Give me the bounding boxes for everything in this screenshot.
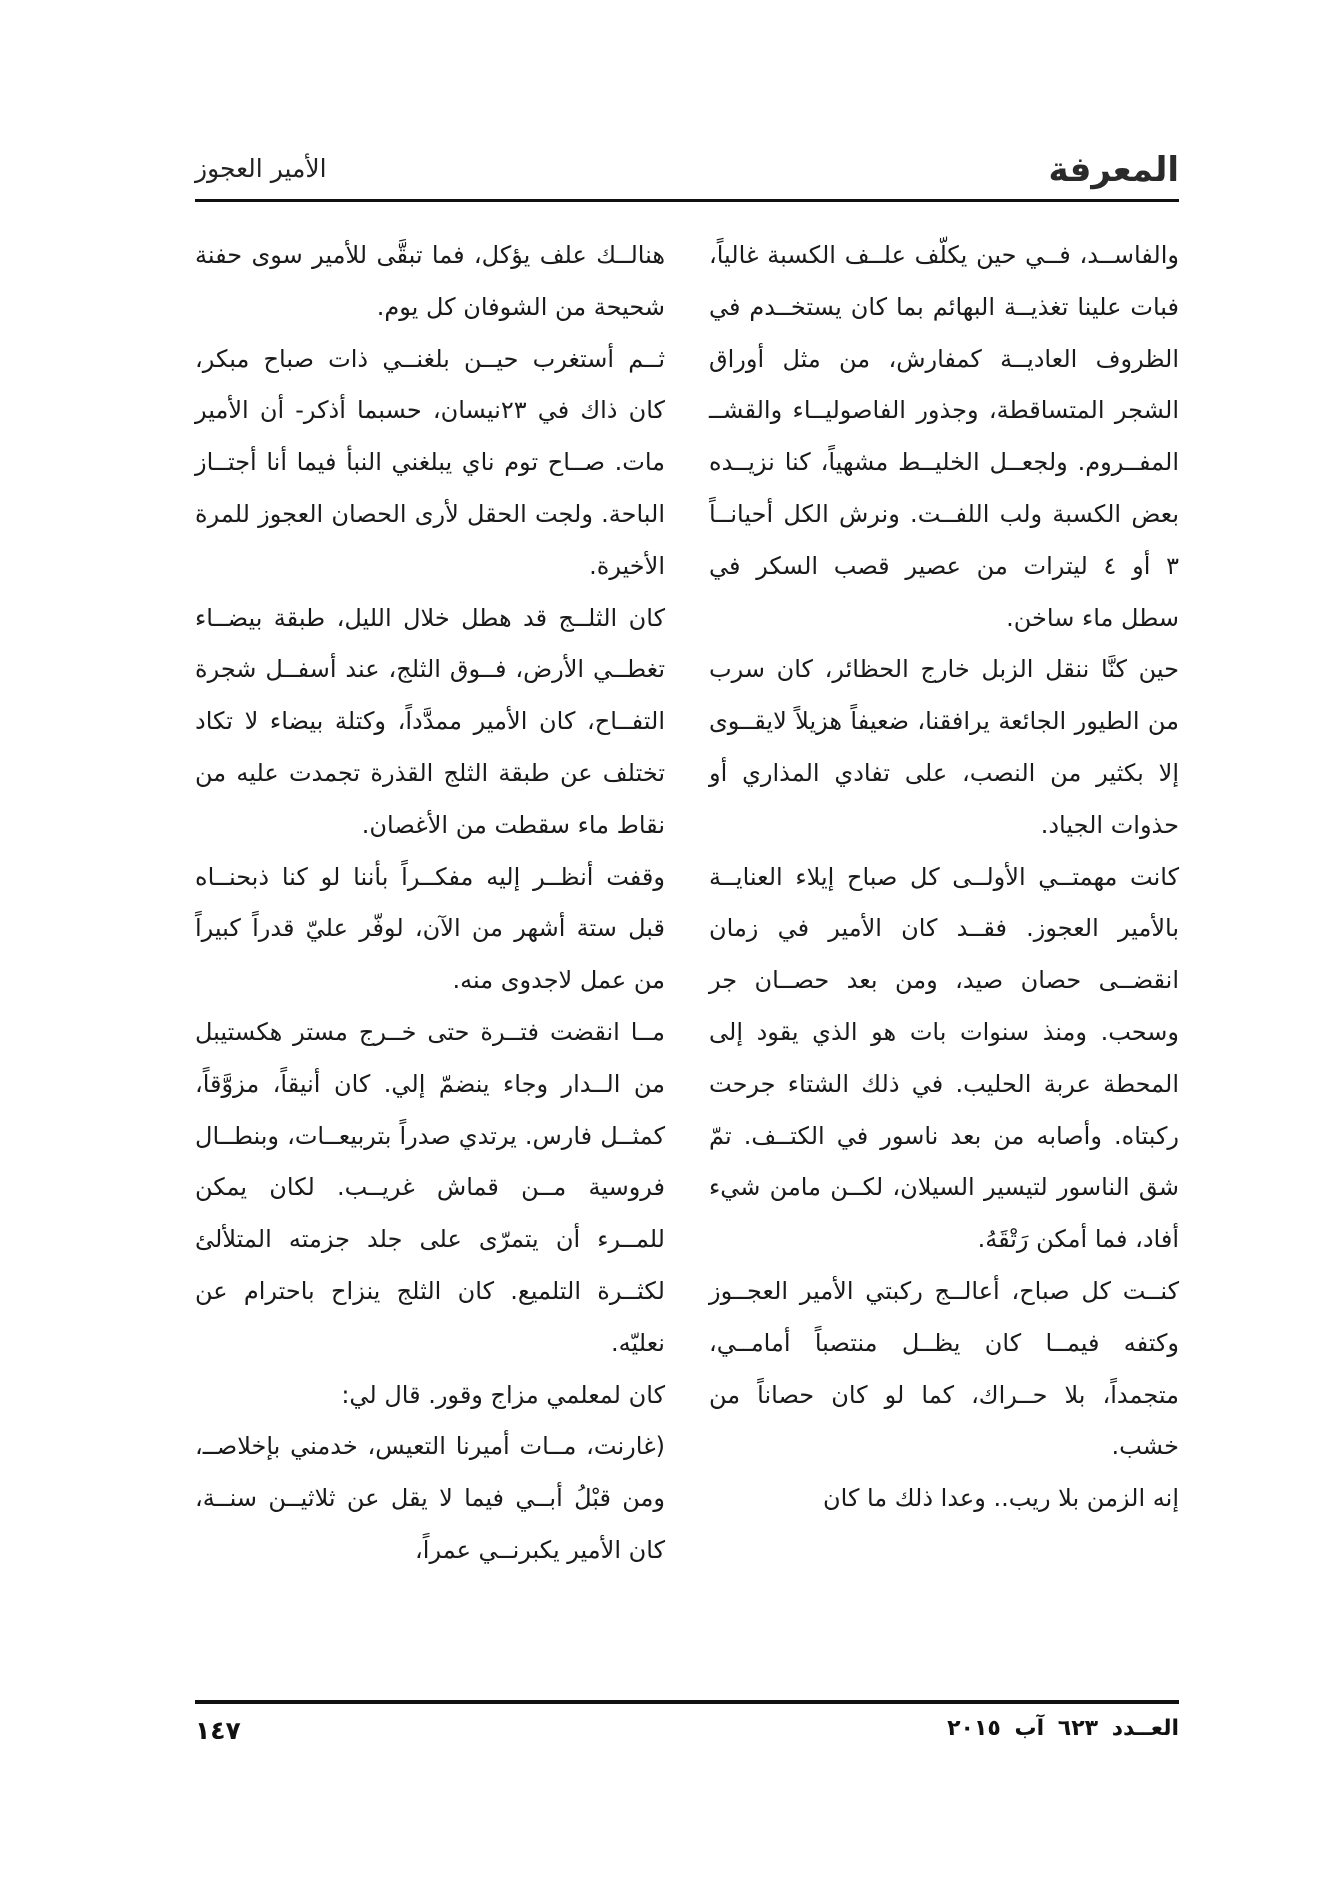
column-right — [709, 230, 1179, 1525]
paragraph: (غارنت، مــات أميرنا التعيس، خدمني بإخلاصــ، ومن قبْلُ أبــي فيما لا يقل عن ثلاثيــن سنــة، كان الأمير يكبرنــي عمراً، — [195, 1432, 665, 1564]
running-title: الأمير العجوز — [195, 154, 327, 183]
paragraph: كنــت كل صباح، أعالــج ركبتي الأمير العجــوز وكتفه فيمــا كان يظــل منتصباً أمامــي، متجمداً، بلا حــراك، كما لو كان حصاناً من خشب. — [709, 1276, 1179, 1461]
issue-info: العــدد ٦٢٣ آب ٢٠١٥ — [947, 1716, 1179, 1741]
paragraph: ثــم أستغرب حيــن بلغنــي ذات صباح مبكر، كان ذاك في ٢٣نيسان، حسبما أذكر- أن الأمير مات. صــاح توم ناي يبلغني النبأ فيما أنا أجتــاز الباحة. ولجت الحقل لأرى الحصان العجوز للمرة الأخيرة. — [195, 344, 665, 580]
paragraph: والفاســد، فــي حين يكلّف علــف الكسبة غالياً، فبات علينا تغذيــة البهائم بما كان يستخــدم في الظروف العاديــة كمفارش، من مثل أوراق الشجر المتساقطة، وجذور الفاصوليــاء والقشــ المفــروم. ولجعــل الخليــط مشهياً، كنا نزيــده بعض الكسبة ولب اللفــت. ونرش الكل أحيانــاً ٣ أو ٤ ليترات من عصير قصب السكر في سطل ماء ساخن. — [709, 241, 1180, 632]
page-header — [195, 148, 1179, 196]
page-number: ١٤٧ — [195, 1716, 241, 1745]
paragraph: إنه الزمن بلا ريب.. وعدا ذلك ما كان — [823, 1484, 1179, 1513]
header-rule — [195, 199, 1179, 202]
paragraph: كانت مهمتــي الأولــى كل صباح إيلاء العنايــة بالأمير العجوز. فقــد كان الأمير في زمان انقضــى حصان صيد، ومن بعد حصــان جر وسحب. ومنذ سنوات بات هو الذي يقود إلى المحطة عربة الحليب. في ذلك الشتاء جرحت ركبتاه. وأصابه من بعد ناسور في الكتــف. تمّ شق الناسور لتيسير السيلان، لكــن مامن شيء أفاد، فما أمكن رَتْقَهُ. — [709, 862, 1179, 1254]
paragraph: كان لمعلمي مزاج وقور. قال لي: — [341, 1380, 665, 1409]
paragraph: كان الثلــج قد هطل خلال الليل، طبقة بيضــاء تغطــي الأرض، فــوق الثلج، عند أسفــل شجرة التفــاح، كان الأمير ممدَّداً، وكتلة بيضاء لا تكاد تختلف عن طبقة الثلج القذرة تجمدت عليه من نقاط ماء سقطت من الأغصان. — [195, 603, 665, 839]
paragraph: حين كنَّا ننقل الزبل خارج الحظائر، كان سرب من الطيور الجائعة يرافقنا، ضعيفاً هزيلاً لايقــوى إلا بكثير من النصب، على تفادي المذاري أو حذوات الجياد. — [709, 655, 1179, 839]
footer-rule — [195, 1700, 1179, 1704]
column-left — [195, 230, 665, 1577]
paragraph: هنالــك علف يؤكل، فما تبقَّى للأمير سوى حفنة شحيحة من الشوفان كل يوم. — [195, 241, 665, 321]
paragraph: وقفت أنظــر إليه مفكــراً بأننا لو كنا ذبحنــاه قبل ستة أشهر من الآن، لوفّر عليّ قدراً كبيراً من عمل لاجدوى منه. — [195, 862, 665, 995]
paragraph: مــا انقضت فتــرة حتى خــرج مستر هكستيبل من الــدار وجاء ينضمّ إلي. كان أنيقاً، مزوَّقاً، كمثــل فارس. يرتدي صدراً بتربيعــات، وبنطــال فروسية مــن قماش غريــب. لكان يمكن للمــرء أن يتمرّى على جلد جزمته المتلألئ لكثــرة التلميع. كان الثلج ينزاح باحترام عن نعليّه. — [195, 1017, 665, 1357]
magazine-logo: المعرفة — [1048, 150, 1179, 190]
page-footer — [195, 1716, 1179, 1756]
